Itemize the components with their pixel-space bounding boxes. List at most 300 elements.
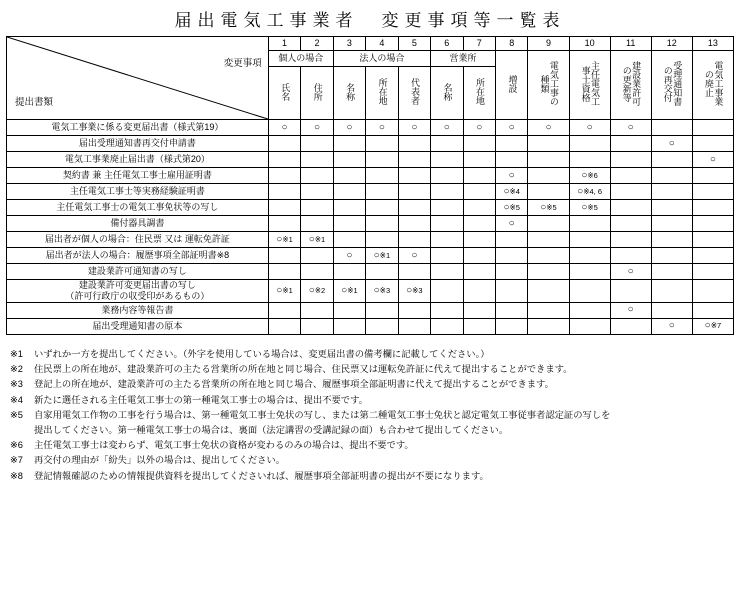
mark-cell-empty xyxy=(431,168,463,184)
document-name-cell: 届出受理通知書再交付申請書 xyxy=(7,136,269,152)
column-header-sub xyxy=(301,67,333,120)
footnote-line: 提出してください。第一種電気工事士の場合は、裏面（法定講習の受講記録の面）も合わせて提出してください。 xyxy=(34,424,509,435)
footnotes xyxy=(10,347,730,484)
mark-cell-empty xyxy=(569,318,610,334)
mark-cell-empty xyxy=(431,216,463,232)
mark-cell-empty xyxy=(268,184,300,200)
mark-cell-empty xyxy=(692,216,733,232)
mark-cell-required xyxy=(651,136,692,152)
footnote-text xyxy=(34,453,730,467)
mark-cell-empty xyxy=(398,152,430,168)
footnote-ref: ※1 xyxy=(347,286,358,296)
table-row xyxy=(7,280,734,303)
document-name-cell: 主任電気工事士の電気工事免状等の写し xyxy=(7,200,269,216)
footnote-line: 主任電気工事士は変わらず、電気工事士免状の資格が変わるのみの場合は、提出不要です。 xyxy=(34,440,414,451)
mark-cell-required xyxy=(610,120,651,136)
mark-cell-empty xyxy=(431,280,463,303)
circle-mark-icon: ○ xyxy=(313,121,320,133)
mark-cell-empty xyxy=(333,184,365,200)
mark-cell-empty xyxy=(398,216,430,232)
mark-cell-empty xyxy=(569,302,610,318)
circle-mark-icon: ○ xyxy=(276,233,283,245)
circle-mark-icon: ○ xyxy=(281,121,288,133)
circle-mark-icon: ○ xyxy=(373,285,380,297)
table-row xyxy=(7,318,734,334)
mark-cell-empty xyxy=(651,168,692,184)
column-number-13: 13 xyxy=(692,37,733,51)
column-header-merged xyxy=(651,51,692,120)
footnote-ref: ※4 xyxy=(509,186,520,196)
mark-cell-empty xyxy=(301,248,333,264)
footnote-ref: ※1 xyxy=(282,234,293,244)
mark-cell-empty xyxy=(569,280,610,303)
corner-bottom-label: 提出書類 xyxy=(15,97,54,109)
mark-cell-empty xyxy=(463,168,495,184)
mark-cell-empty xyxy=(651,232,692,248)
column-group-label: 営業所 xyxy=(431,51,496,67)
mark-cell-required xyxy=(651,318,692,334)
mark-cell-empty xyxy=(528,216,569,232)
mark-cell-empty xyxy=(528,168,569,184)
column-number-3: 3 xyxy=(333,37,365,51)
circle-mark-icon: ○ xyxy=(308,285,315,297)
mark-cell-empty xyxy=(651,280,692,303)
table-row xyxy=(7,168,734,184)
footnote-ref: ※5 xyxy=(587,202,598,212)
circle-mark-icon: ○ xyxy=(508,217,515,229)
table-row xyxy=(7,302,734,318)
mark-cell-empty xyxy=(495,248,527,264)
footnote-text xyxy=(34,438,730,452)
document-name-line: （許可行政庁の収受印があるもの） xyxy=(65,290,210,301)
footnote-ref: ※1 xyxy=(314,234,326,244)
circle-mark-icon: ○ xyxy=(346,249,353,261)
mark-cell-required xyxy=(692,318,733,334)
column-header-label: 所在地 xyxy=(474,78,485,106)
column-header-label: 主任電気工事士資格 xyxy=(580,61,601,107)
mark-cell-empty xyxy=(692,232,733,248)
circle-mark-icon: ○ xyxy=(581,169,588,181)
mark-cell-required xyxy=(495,120,527,136)
circle-mark-icon: ○ xyxy=(586,121,593,133)
column-header-label: 受理通知書の再交付 xyxy=(662,61,683,107)
mark-cell-empty xyxy=(692,168,733,184)
table-row xyxy=(7,232,734,248)
circle-mark-icon: ○ xyxy=(627,121,634,133)
column-header-merged xyxy=(569,51,610,120)
column-header-merged xyxy=(692,51,733,120)
mark-cell-empty xyxy=(651,200,692,216)
mark-cell-empty xyxy=(301,168,333,184)
column-header-label: 代表者 xyxy=(410,78,421,106)
mark-cell-empty xyxy=(463,302,495,318)
document-name-cell xyxy=(7,280,269,303)
mark-cell-empty xyxy=(398,264,430,280)
mark-cell-empty xyxy=(692,184,733,200)
footnote-ref: ※3 xyxy=(412,286,423,296)
mark-cell-empty xyxy=(333,152,365,168)
mark-cell-empty xyxy=(651,216,692,232)
mark-cell-required xyxy=(569,168,610,184)
mark-cell-required xyxy=(431,120,463,136)
mark-cell-empty xyxy=(366,168,398,184)
mark-cell-empty xyxy=(301,264,333,280)
mark-cell-empty xyxy=(569,264,610,280)
column-header-sub xyxy=(463,67,495,120)
mark-cell-required xyxy=(528,120,569,136)
mark-cell-required xyxy=(528,200,569,216)
footnote-ref: ※2 xyxy=(314,286,326,296)
table-row xyxy=(7,152,734,168)
mark-cell-empty xyxy=(398,302,430,318)
table-row xyxy=(7,136,734,152)
document-name-cell: 届出者が法人の場合：履歴事項全部証明書※8 xyxy=(7,248,269,264)
mark-cell-empty xyxy=(431,318,463,334)
mark-cell-empty xyxy=(431,264,463,280)
column-header-label: 電気工事の種類 xyxy=(539,61,559,107)
circle-mark-icon: ○ xyxy=(627,265,634,277)
mark-cell-empty xyxy=(651,264,692,280)
mark-cell-empty xyxy=(301,302,333,318)
footnote-line: 再交付の理由が「紛失」以外の場合は、提出してください。 xyxy=(34,455,286,466)
circle-mark-icon: ○ xyxy=(508,121,515,133)
mark-cell-required xyxy=(366,248,398,264)
circle-mark-icon: ○ xyxy=(411,121,418,133)
mark-cell-empty xyxy=(431,232,463,248)
circle-mark-icon: ○ xyxy=(540,201,547,213)
footnote-line: いずれか一方を提出してください。（外字を使用している場合は、変更届出書の備考欄に記載してください。） xyxy=(34,348,490,359)
mark-cell-empty xyxy=(610,318,651,334)
mark-cell-empty xyxy=(651,302,692,318)
mark-cell-empty xyxy=(692,264,733,280)
footnote-text xyxy=(34,393,730,407)
footnote-text xyxy=(34,408,730,437)
mark-cell-required xyxy=(692,152,733,168)
column-number-9: 9 xyxy=(528,37,569,51)
document-name-cell: 届出者が個人の場合：住民票 又は 運転免許証 xyxy=(7,232,269,248)
footnote-ref: ※5 xyxy=(546,202,557,212)
footnote-item xyxy=(10,469,730,483)
mark-cell-empty xyxy=(528,184,569,200)
mark-cell-required xyxy=(495,184,527,200)
mark-cell-empty xyxy=(333,264,365,280)
mark-cell-required xyxy=(333,120,365,136)
column-group-label: 法人の場合 xyxy=(333,51,430,67)
document-name-cell: 業務内容等報告書 xyxy=(7,302,269,318)
document-name-cell: 建設業許可通知書の写し xyxy=(7,264,269,280)
table-row xyxy=(7,264,734,280)
mark-cell-empty xyxy=(366,152,398,168)
footnote-item xyxy=(10,408,730,437)
mark-cell-empty xyxy=(463,318,495,334)
column-header-label: 電気工事業の廃止 xyxy=(703,61,724,107)
mark-cell-empty xyxy=(333,216,365,232)
footnote-line: 住民票上の所在地が、建設業許可の主たる営業所の所在地と同じ場合、住民票又は運転免許証に代えて提出することができます。 xyxy=(34,364,573,374)
mark-cell-required xyxy=(495,216,527,232)
mark-cell-required xyxy=(366,120,398,136)
mark-cell-empty xyxy=(569,152,610,168)
footnote-marker: ※3 xyxy=(10,379,23,390)
column-header-sub xyxy=(268,67,300,120)
mark-cell-empty xyxy=(268,136,300,152)
column-header-sub xyxy=(398,67,430,120)
mark-cell-empty xyxy=(431,136,463,152)
corner-header-cell xyxy=(7,37,269,120)
mark-cell-required xyxy=(569,200,610,216)
mark-cell-required xyxy=(301,120,333,136)
mark-cell-empty xyxy=(610,184,651,200)
mark-cell-empty xyxy=(610,248,651,264)
mark-cell-empty xyxy=(366,232,398,248)
circle-mark-icon: ○ xyxy=(341,285,348,297)
table-row xyxy=(7,120,734,136)
footnote-marker: ※4 xyxy=(10,394,23,405)
footnote-marker: ※7 xyxy=(10,455,23,466)
mark-cell-empty xyxy=(431,200,463,216)
mark-cell-empty xyxy=(692,280,733,303)
mark-cell-empty xyxy=(692,120,733,136)
variation-matrix-table xyxy=(6,36,734,335)
circle-mark-icon: ○ xyxy=(411,249,418,261)
mark-cell-empty xyxy=(463,184,495,200)
circle-mark-icon: ○ xyxy=(704,320,711,332)
column-header-sub xyxy=(431,67,463,120)
circle-mark-icon: ○ xyxy=(443,121,450,133)
table-row xyxy=(7,248,734,264)
mark-cell-empty xyxy=(610,152,651,168)
document-name-cell: 主任電気工事士等実務経験証明書 xyxy=(7,184,269,200)
mark-cell-empty xyxy=(333,136,365,152)
mark-cell-empty xyxy=(463,232,495,248)
mark-cell-empty xyxy=(463,216,495,232)
mark-cell-empty xyxy=(398,168,430,184)
mark-cell-empty xyxy=(301,184,333,200)
header-number-row xyxy=(7,37,734,51)
mark-cell-empty xyxy=(366,318,398,334)
circle-mark-icon: ○ xyxy=(406,285,413,297)
mark-cell-empty xyxy=(301,152,333,168)
footnote-marker: ※6 xyxy=(10,440,23,451)
mark-cell-empty xyxy=(651,248,692,264)
circle-mark-icon: ○ xyxy=(627,304,634,316)
circle-mark-icon: ○ xyxy=(308,233,315,245)
mark-cell-empty xyxy=(301,200,333,216)
footnote-ref: ※4, 6 xyxy=(583,186,602,196)
circle-mark-icon: ○ xyxy=(709,153,716,165)
mark-cell-empty xyxy=(569,248,610,264)
footnote-text xyxy=(34,347,730,361)
footnote-ref: ※1 xyxy=(379,250,391,260)
mark-cell-required xyxy=(610,302,651,318)
column-header-merged xyxy=(610,51,651,120)
column-header-merged xyxy=(495,51,527,120)
footnote-line: 新たに選任される主任電気工事士の第一種電気工事士の場合は、提出不要です。 xyxy=(34,394,368,405)
mark-cell-empty xyxy=(610,216,651,232)
footnote-item xyxy=(10,347,730,361)
column-number-11: 11 xyxy=(610,37,651,51)
mark-cell-required xyxy=(398,248,430,264)
mark-cell-required xyxy=(495,168,527,184)
footnote-ref: ※7 xyxy=(710,321,722,331)
column-group-label: 個人の場合 xyxy=(268,51,333,67)
column-header-label: 所在地 xyxy=(377,78,388,106)
mark-cell-empty xyxy=(495,152,527,168)
mark-cell-empty xyxy=(301,318,333,334)
column-header-label: 増設 xyxy=(507,74,518,93)
mark-cell-empty xyxy=(301,136,333,152)
footnote-line: 登記上の所在地が、建設業許可の主たる営業所の所在地と同じ場合、履歴事項全部証明書に代えて提出することができます。 xyxy=(34,379,554,390)
table-row xyxy=(7,200,734,216)
circle-mark-icon: ○ xyxy=(476,121,483,133)
column-header-merged xyxy=(528,51,569,120)
mark-cell-empty xyxy=(569,232,610,248)
mark-cell-empty xyxy=(569,136,610,152)
mark-cell-empty xyxy=(431,302,463,318)
circle-mark-icon: ○ xyxy=(577,185,584,197)
mark-cell-empty xyxy=(398,200,430,216)
mark-cell-required xyxy=(495,200,527,216)
circle-mark-icon: ○ xyxy=(545,121,552,133)
mark-cell-empty xyxy=(333,168,365,184)
mark-cell-empty xyxy=(463,136,495,152)
mark-cell-empty xyxy=(528,280,569,303)
circle-mark-icon: ○ xyxy=(276,285,283,297)
mark-cell-empty xyxy=(528,248,569,264)
column-header-label: 名称 xyxy=(345,82,356,101)
footnote-line: 自家用電気工作物の工事を行う場合は、第一種電気工事士免状の写し、または第二種電気工事士免状と認定電気工事従事者認定証の写しを xyxy=(34,410,611,421)
footnote-ref: ※3 xyxy=(379,286,391,296)
mark-cell-required xyxy=(398,120,430,136)
mark-cell-empty xyxy=(268,264,300,280)
column-number-2: 2 xyxy=(301,37,333,51)
mark-cell-empty xyxy=(431,184,463,200)
column-header-sub xyxy=(366,67,398,120)
mark-cell-empty xyxy=(333,318,365,334)
column-number-4: 4 xyxy=(366,37,398,51)
column-header-label: 住所 xyxy=(312,82,323,101)
mark-cell-empty xyxy=(398,136,430,152)
footnote-item xyxy=(10,453,730,467)
footnote-item xyxy=(10,438,730,452)
mark-cell-empty xyxy=(366,200,398,216)
mark-cell-required xyxy=(610,264,651,280)
mark-cell-empty xyxy=(333,200,365,216)
mark-cell-empty xyxy=(528,264,569,280)
document-name-cell: 備付器具調書 xyxy=(7,216,269,232)
mark-cell-empty xyxy=(268,152,300,168)
column-header-sub xyxy=(333,67,365,120)
footnote-marker: ※1 xyxy=(10,348,23,359)
mark-cell-empty xyxy=(569,216,610,232)
mark-cell-empty xyxy=(333,232,365,248)
footnote-text xyxy=(34,377,730,391)
footnote-ref: ※6 xyxy=(587,170,598,180)
mark-cell-empty xyxy=(495,302,527,318)
circle-mark-icon: ○ xyxy=(668,137,675,149)
mark-cell-required xyxy=(569,184,610,200)
column-number-12: 12 xyxy=(651,37,692,51)
mark-cell-empty xyxy=(268,248,300,264)
mark-cell-required xyxy=(268,280,300,303)
column-number-8: 8 xyxy=(495,37,527,51)
column-header-label: 建設業許可の更新等 xyxy=(621,61,642,107)
mark-cell-empty xyxy=(463,280,495,303)
mark-cell-empty xyxy=(610,280,651,303)
circle-mark-icon: ○ xyxy=(581,201,588,213)
mark-cell-required xyxy=(569,120,610,136)
mark-cell-empty xyxy=(692,136,733,152)
mark-cell-required xyxy=(463,120,495,136)
mark-cell-empty xyxy=(495,318,527,334)
document-name-cell: 電気工事業廃止届出書（様式第20） xyxy=(7,152,269,168)
mark-cell-empty xyxy=(398,318,430,334)
corner-top-label: 変更事項 xyxy=(223,58,262,69)
mark-cell-empty xyxy=(495,264,527,280)
footnote-ref: ※5 xyxy=(509,202,520,212)
circle-mark-icon: ○ xyxy=(503,185,510,197)
mark-cell-empty xyxy=(268,168,300,184)
document-name-cell: 契約書 兼 主任電気工事士雇用証明書 xyxy=(7,168,269,184)
mark-cell-empty xyxy=(495,136,527,152)
mark-cell-empty xyxy=(528,302,569,318)
footnote-marker: ※5 xyxy=(10,410,23,421)
mark-cell-required xyxy=(301,232,333,248)
mark-cell-empty xyxy=(692,248,733,264)
footnote-ref: ※1 xyxy=(282,286,293,296)
document-name-line: 建設業許可変更届出書の写し xyxy=(78,280,196,290)
circle-mark-icon: ○ xyxy=(346,121,353,133)
circle-mark-icon: ○ xyxy=(378,121,385,133)
table-row xyxy=(7,184,734,200)
mark-cell-required xyxy=(398,280,430,303)
table-row xyxy=(7,216,734,232)
mark-cell-empty xyxy=(528,136,569,152)
mark-cell-empty xyxy=(495,232,527,248)
mark-cell-empty xyxy=(463,152,495,168)
column-number-10: 10 xyxy=(569,37,610,51)
mark-cell-required xyxy=(268,120,300,136)
mark-cell-empty xyxy=(268,216,300,232)
document-name-cell: 届出受理通知書の原本 xyxy=(7,318,269,334)
mark-cell-empty xyxy=(366,136,398,152)
mark-cell-empty xyxy=(651,120,692,136)
circle-mark-icon: ○ xyxy=(373,249,380,261)
footnote-item xyxy=(10,377,730,391)
mark-cell-empty xyxy=(398,232,430,248)
mark-cell-required xyxy=(301,280,333,303)
footnote-item xyxy=(10,362,730,376)
column-number-5: 5 xyxy=(398,37,430,51)
footnote-marker: ※8 xyxy=(10,470,23,481)
page-title: 届出電気工事業者 変更事項等一覧表 xyxy=(174,11,566,30)
mark-cell-required xyxy=(366,280,398,303)
mark-cell-empty xyxy=(610,200,651,216)
mark-cell-empty xyxy=(495,280,527,303)
mark-cell-empty xyxy=(366,302,398,318)
mark-cell-required xyxy=(268,232,300,248)
mark-cell-empty xyxy=(463,264,495,280)
mark-cell-empty xyxy=(268,318,300,334)
footnote-text xyxy=(34,469,730,483)
mark-cell-empty xyxy=(651,152,692,168)
mark-cell-empty xyxy=(692,302,733,318)
mark-cell-required xyxy=(333,248,365,264)
mark-cell-empty xyxy=(463,248,495,264)
footnote-marker: ※2 xyxy=(10,364,23,374)
column-number-1: 1 xyxy=(268,37,300,51)
footnote-text xyxy=(34,362,730,376)
mark-cell-required xyxy=(333,280,365,303)
